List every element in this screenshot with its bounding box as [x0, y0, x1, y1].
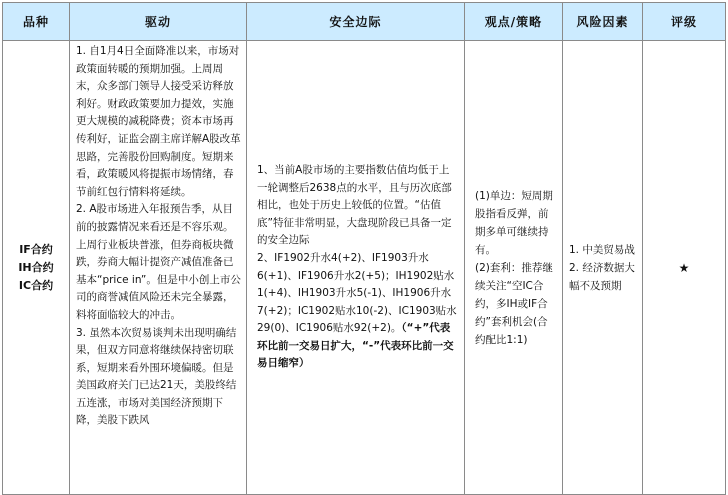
product-ih: IH合约: [18, 260, 54, 274]
risk-item-2: 2. 经济数据大幅不及预期: [569, 261, 635, 292]
view-single-side: (1)单边：短周期股指看反弹，前期多单可继续持有。: [475, 189, 553, 256]
product-if: IF合约: [19, 242, 53, 256]
safety-basis-note: （“+”代表环比前一交易日扩大，“-”代表环比前一交易日缩窄）: [257, 322, 454, 370]
product-ic: IC合约: [18, 278, 54, 292]
safety-valuation-text: 1、当前A股市场的主要指数估值均低于上一轮调整后2638点的水平，且与历次底部相比，也处于历史上较低的位置。“估值底”特征非常明显，大盘现阶段已具备一定的安全边际: [257, 163, 452, 247]
view-cell: [465, 41, 563, 495]
driver-item-2: 2. A股市场进入年报预告季，从目前的披露情况来看还是不容乐观。上周行业板块普涨，但券商板块微跌，券商大幅计提资产减值准备已基本“price in”。但是中小创上市公司的商誉减值风险还未完全暴露，料将面临较大的冲击。: [76, 203, 241, 321]
header-drivers: 驱动: [70, 3, 247, 41]
drivers-cell: [70, 41, 247, 495]
rating-cell: [643, 41, 726, 495]
driver-item-1: 1. 自1月4日全面降准以来，市场对政策面转暖的预期加强。上周周末，众多部门领导人接受采访释放利好。财政政策要加力提效，实施更大规模的减税降费；资本市场再传利好，证监会副主席详解A股改革思路，完善股份回购制度。短期来看，政策暖风将提振市场情绪，春节前红包行情料将延续。: [76, 45, 241, 198]
risk-cell: [563, 41, 643, 495]
header-row: [3, 3, 726, 41]
view-arbitrage: (2)套利：推荐继续关注“空IC合约，多IH或IF合约”套利机会(合约配比1:1): [475, 261, 553, 346]
safety-margin-cell: [247, 41, 465, 495]
header-product: 品种: [3, 3, 70, 41]
driver-item-3: 3. 虽然本次贸易谈判未出现明确结果，但双方同意将继续保持密切联系，短期来看外围环境偏暖。但是美国政府关门已达21天，美股终结五连涨，市场对美国经济预期下降，美股下跌风: [76, 326, 237, 427]
header-risk-factors: 风险因素: [563, 3, 643, 41]
strategy-table: [2, 2, 726, 495]
table-row: [3, 41, 726, 495]
safety-basis-text: 2、IF1902升水4(+2)、IF1903升水6(+1)、IF1906升水2(+5)；IH1902贴水1(+4)、IH1903升水5(-1)、IH1906升水7(+2)；IC1902贴水10(-2)、IC1903贴水29(0)、IC1906贴水92(+2)。: [257, 251, 457, 335]
star-icon: ★: [678, 260, 690, 275]
header-view-strategy: 观点/策略: [465, 3, 563, 41]
header-rating: 评级: [643, 3, 726, 41]
risk-item-1: 1. 中美贸易战: [569, 243, 635, 256]
product-cell: [3, 41, 70, 495]
header-safety-margin: 安全边际: [247, 3, 465, 41]
